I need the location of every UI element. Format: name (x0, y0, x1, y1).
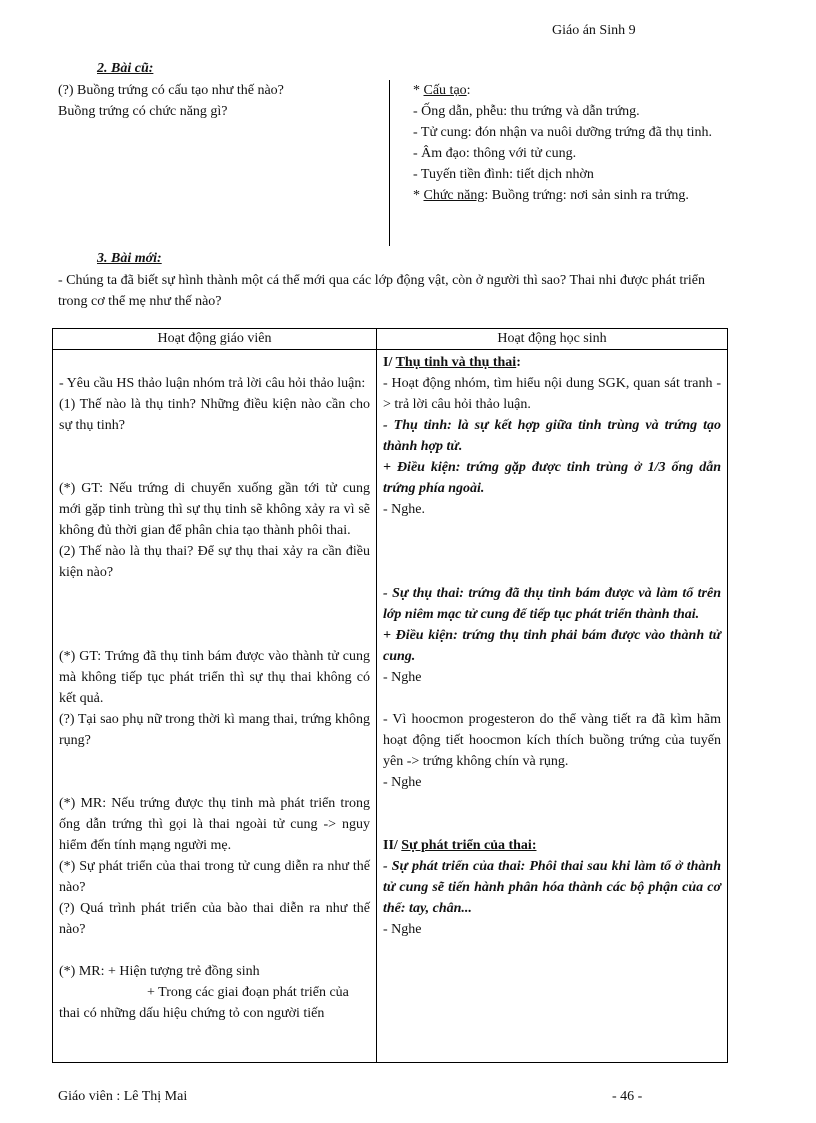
function-text: : Buồng trứng: nơi sản sinh ra trứng. (484, 188, 689, 203)
structure-heading (413, 80, 721, 101)
answer-line: - Tử cung: đón nhận va nuôi dưỡng trứng đã thụ tinh. (413, 125, 712, 140)
spacer (59, 436, 370, 478)
spacer (59, 751, 370, 793)
old-question-2: Buồng trứng có chức năng gì? (58, 104, 228, 119)
function-label: Chức năng (423, 188, 485, 203)
footer-page-number: - 46 - (612, 1089, 643, 1104)
footer-teacher: Giáo viên : Lê Thị Mai (58, 1089, 188, 1104)
student-item: - Sự phát triển của thai: Phôi thai sau khi làm tổ ở thành tử cung sẽ tiến hành phân hóa thành các bộ phận của cơ thể: tay, chân... (383, 859, 721, 916)
student-item: - Vì hoocmon progesteron do thể vàng tiết ra đã kìm hãm hoạt động tiết hoocmon kích thích buồng trứng của tuyến yên -> trứng không chín và rụng. (383, 712, 721, 769)
function-prefix: * (413, 188, 424, 203)
section-prefix: II/ (383, 838, 402, 853)
spacer (383, 688, 721, 709)
answer-line: - Âm đạo: thông với tử cung. (413, 146, 577, 161)
student-item: - Nghe (383, 922, 422, 937)
old-lesson-answers (413, 80, 721, 206)
old-lesson-divider (389, 80, 390, 246)
answer-line: - Ống dẫn, phễu: thu trứng và dẫn trứng. (413, 104, 640, 119)
structure-label: Cấu tạo (423, 83, 467, 98)
student-item: - Thụ tinh: là sự kết hợp giữa tinh trùng và trứng tạo thành hợp tử. (383, 418, 721, 454)
teacher-item: thai có những dấu hiệu chứng tỏ con người tiến (59, 1006, 325, 1021)
student-section-1 (383, 352, 721, 373)
teacher-item: (*) GT: Nếu trứng di chuyển xuống gần tới tử cung mới gặp tinh trùng thì sự thụ tinh sẽ không xảy ra vì sẽ không đủ thời gian để phân chia tạo thành phôi thai. (59, 481, 370, 538)
student-item: + Điều kiện: trứng gặp được tinh trùng ở 1/3 ống dẫn trứng phía ngoài. (383, 460, 721, 496)
teacher-item: (*) Sự phát triển của thai trong tử cung diễn ra như thế nào? (59, 859, 370, 895)
student-item: - Hoạt động nhóm, tìm hiểu nội dung SGK, quan sát tranh -> trả lời câu hỏi thảo luận. (383, 376, 721, 412)
table-header-row (53, 329, 728, 350)
header-teacher: Hoạt động giáo viên (53, 329, 377, 350)
student-item: + Điều kiện: trứng thụ tinh phải bám được vào thành tử cung. (383, 628, 721, 664)
function-line (413, 185, 721, 206)
teacher-item: (?) Quá trình phát triển của bào thai diễn ra như thế nào? (59, 901, 370, 937)
student-column (377, 350, 728, 1063)
teacher-item: (2) Thế nào là thụ thai? Để sự thụ thai xảy ra cần điều kiện nào? (59, 544, 370, 580)
student-item: - Nghe (383, 670, 422, 685)
section-2-title: Sự phát triển của thai: (401, 838, 537, 853)
teacher-item: (1) Thế nào là thụ tinh? Những điều kiện nào cần cho sự thụ tinh? (59, 397, 370, 433)
student-item: - Sự thụ thai: trứng đã thụ tinh bám được và làm tổ trên lớp niêm mạc tử cung để tiếp tục phát triển thành thai. (383, 586, 721, 622)
teacher-item: - Yêu cầu HS thảo luận nhóm trả lời câu hỏi thảo luận: (59, 376, 366, 391)
old-lesson-title: 2. Bài cũ: (97, 61, 154, 76)
teacher-item: + Trong các giai đoạn phát triển của (147, 985, 349, 1000)
section-prefix: I/ (383, 355, 396, 370)
teacher-column (53, 350, 377, 1063)
student-item: - Nghe (383, 775, 422, 790)
spacer (59, 940, 370, 961)
teacher-item: (*) MR: + Hiện tượng trẻ đồng sinh (59, 964, 260, 979)
activities-table (52, 328, 728, 1063)
teacher-item: (?) Tại sao phụ nữ trong thời kì mang thai, trứng không rụng? (59, 712, 370, 748)
old-question-1: (?) Buồng trứng có cấu tạo như thế nào? (58, 83, 284, 98)
structure-suffix: : (466, 83, 471, 98)
student-section-2 (383, 835, 721, 856)
section-1-title: Thụ tinh và thụ thai (395, 355, 517, 370)
student-item: - Nghe. (383, 502, 425, 517)
spacer (383, 520, 721, 583)
teacher-item: (*) MR: Nếu trứng được thụ tinh mà phát triển trong ống dẫn trứng thì gọi là thai ngoài tử cung -> nguy hiểm đến tính mạng người mẹ. (59, 796, 370, 853)
header-student: Hoạt động học sinh (377, 329, 728, 350)
spacer (59, 583, 370, 646)
new-lesson-title: 3. Bài mới: (97, 251, 162, 266)
new-lesson-intro: - Chúng ta đã biết sự hình thành một cá thể mới qua các lớp động vật, còn ở người thì sao? Thai nhi được phát triển trong cơ thể mẹ như thế nào? (58, 273, 705, 309)
answer-line: - Tuyến tiền đình: tiết dịch nhờn (413, 167, 594, 182)
header-subject: Giáo án Sinh 9 (552, 23, 636, 38)
table-body-row (53, 350, 728, 1063)
structure-prefix: * (413, 83, 424, 98)
teacher-item: (*) GT: Trứng đã thụ tinh bám được vào thành tử cung mà không tiếp tục phát triển thì sự thụ thai không có kết quả. (59, 649, 370, 706)
old-lesson-questions (58, 80, 383, 122)
spacer (383, 793, 721, 835)
spacer (59, 352, 370, 373)
section-suffix: : (516, 355, 521, 370)
